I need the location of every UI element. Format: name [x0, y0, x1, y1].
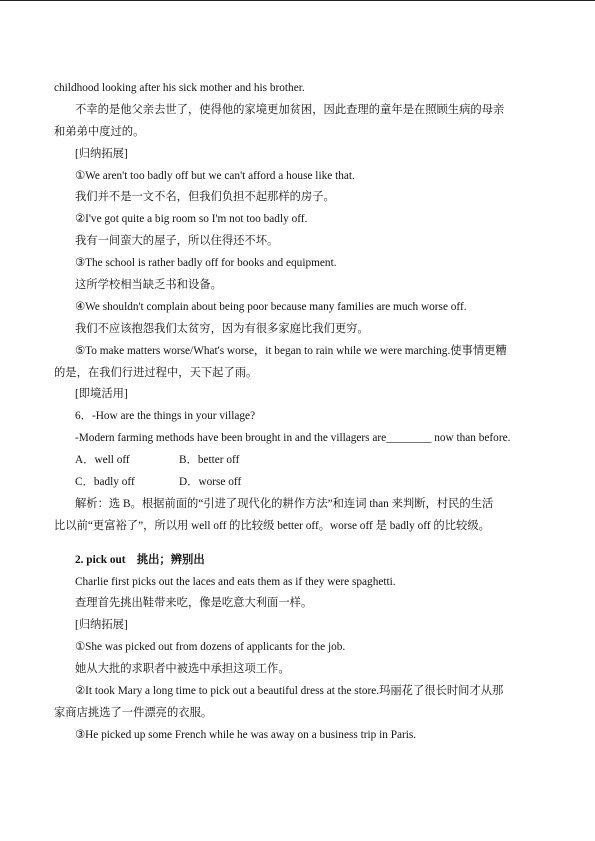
section-label-expand: [归纳拓展] [75, 619, 128, 632]
example-en: ⑤To make matters worse/What's worse，it began to rain while we were marching.使事情更糟 [75, 344, 507, 357]
example-zh: 我们并不是一文不名，但我们负担不起那样的房子。 [75, 191, 335, 204]
translation-line: 不幸的是他父亲去世了，使得他的家境更加贫困，因此查理的童年是在照顾生病的母亲 [75, 103, 505, 116]
example-zh: 她从大批的求职者中被选中承担这项工作。 [75, 663, 290, 676]
options-row [54, 450, 554, 472]
option-c: C．badly off [75, 476, 135, 489]
option-a: A．well off [75, 454, 130, 467]
example-zh: 这所学校相当缺乏书和设备。 [75, 279, 222, 292]
section-heading: 2. pick out 挑出；辨别出 [75, 553, 205, 566]
example-en: ①She was picked out from dozens of applicants for the job. [75, 641, 346, 654]
analysis-line: 比以前“更富裕了”，所以用 well off 的比较级 better off。worse off 是 badly off 的比较级。 [54, 519, 490, 532]
paragraph-line: childhood looking after his sick mother and his brother. [54, 82, 305, 94]
section-label-expand: [归纳拓展] [75, 147, 128, 160]
example-en: ①We aren't too badly off but we can't afford a house like that. [75, 169, 355, 182]
document-body [54, 78, 554, 747]
example-en: ③The school is rather badly off for books and equipment. [75, 257, 337, 270]
option-d: D．worse off [179, 476, 242, 489]
option-b: B．better off [179, 454, 240, 467]
example-en: ④We shouldn't complain about being poor because many families are much worse off. [75, 300, 467, 313]
example-zh: 我们不应该抱怨我们太贫穷，因为有很多家庭比我们更穷。 [75, 322, 369, 335]
example-en: ②It took Mary a long time to pick out a beautiful dress at the store.玛丽花了很长时间才从那 [75, 685, 504, 698]
example-zh: 家商店挑选了一件漂亮的衣服。 [54, 706, 213, 719]
translation-line: 和弟弟中度过的。 [54, 125, 145, 138]
example-en: Charlie first picks out the laces and eats them as if they were spaghetti. [75, 575, 396, 588]
section-gap [54, 538, 554, 550]
example-zh: 的是，在我们行进过程中，天下起了雨。 [54, 366, 258, 379]
example-en: ②I've got quite a big room so I'm not too badly off. [75, 213, 308, 226]
top-rule [0, 0, 595, 1]
example-en: ③He picked up some French while he was away on a business trip in Paris. [75, 728, 417, 741]
example-zh: 查理首先挑出鞋带来吃，像是吃意大利面一样。 [75, 597, 313, 610]
example-zh: 我有一间蛮大的屋子，所以住得还不坏。 [75, 235, 279, 248]
options-row [54, 472, 554, 494]
analysis-line: 解析：选 B。根据前面的“引进了现代化的耕作方法”和连词 than 来判断，村民的生活 [75, 497, 494, 510]
section-label-apply: [即境活用] [75, 388, 128, 401]
answer-line: -Modern farming methods have been brought in and the villagers are________ now than before. [75, 432, 511, 445]
question-line: 6．-How are the things in your village? [75, 410, 256, 423]
